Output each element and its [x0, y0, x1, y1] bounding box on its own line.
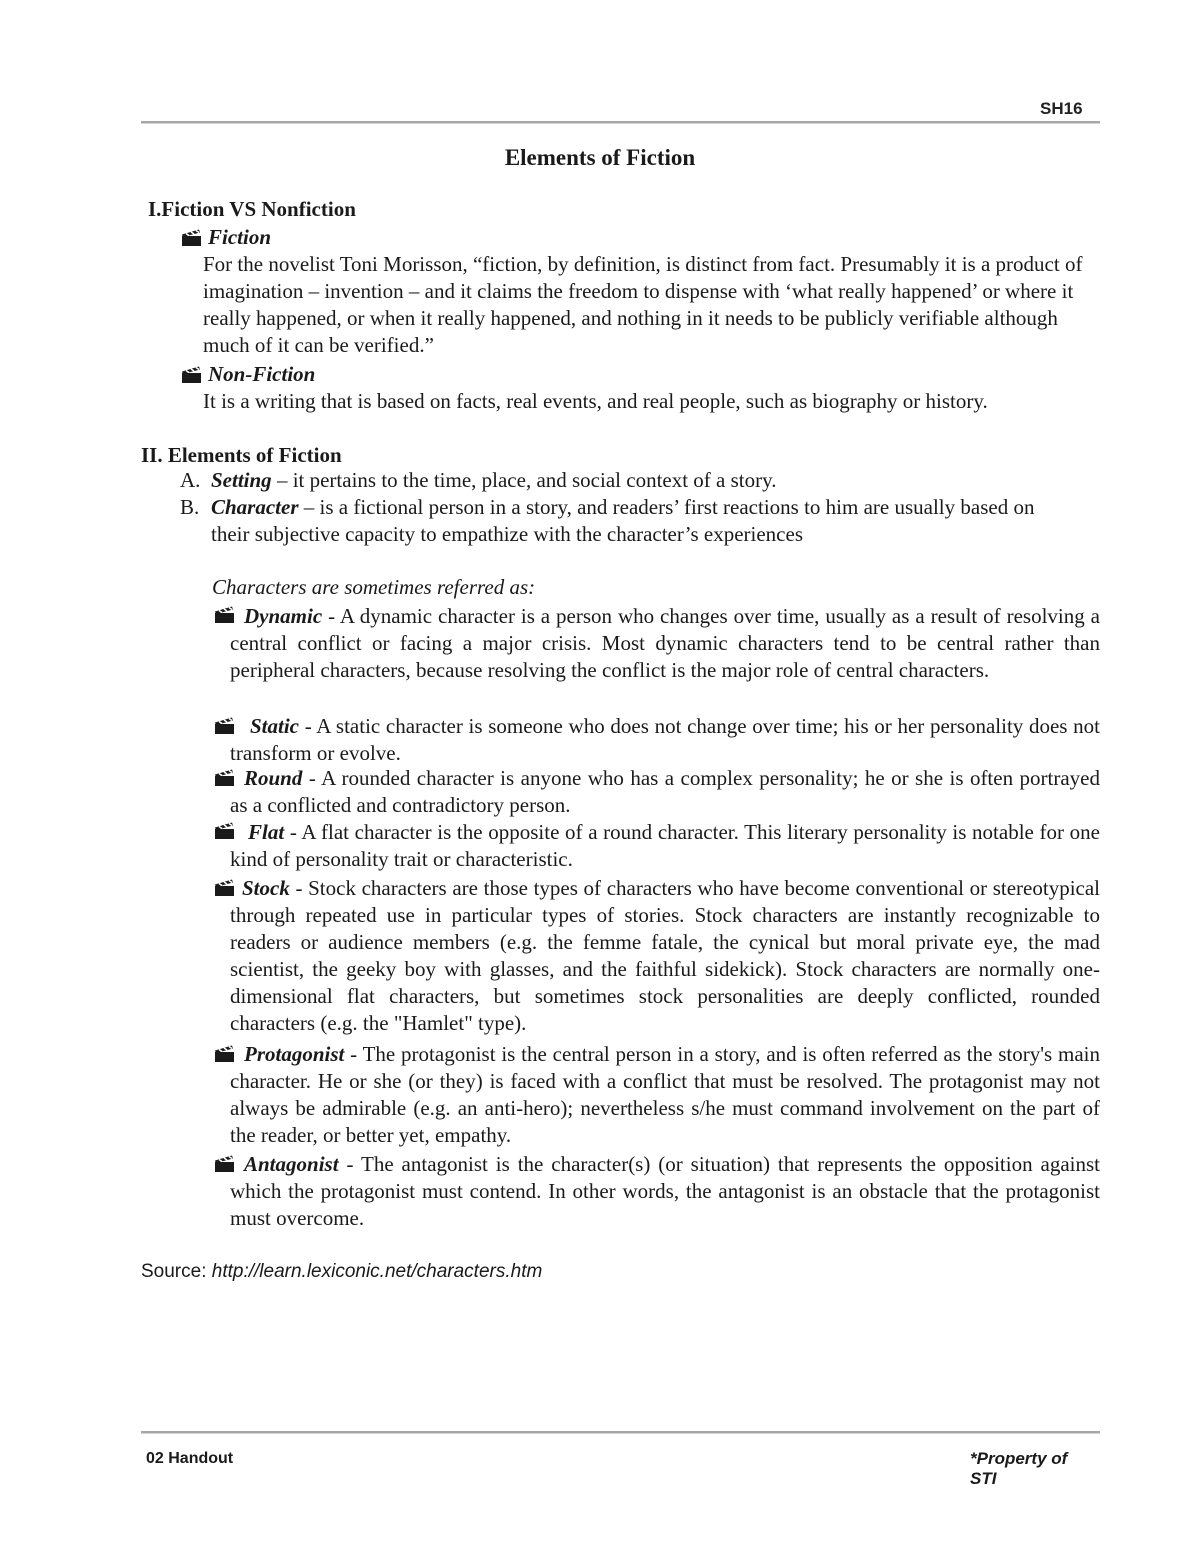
- protagonist-text: - The protagonist is the central person in a story, and is often referred as the story's main character. He or she (or they) is faced with a conflict that must be resolved. The protagonist may not always be admirable (e.g. an anti-hero); nevertheless s/he must command involvement on the part of the reader, or better yet, empathy.: [230, 1042, 1100, 1147]
- clapperboard-icon: [181, 364, 203, 384]
- header-rule: [141, 121, 1100, 124]
- header-code-text: SH16: [1040, 99, 1083, 118]
- character-types-subheading: Characters are sometimes referred as:: [212, 575, 536, 599]
- flat-item: [230, 819, 1100, 873]
- stock-term: Stock: [242, 876, 290, 900]
- source-link[interactable]: http://learn.lexiconic.net/characters.htm: [211, 1261, 543, 1282]
- round-item: [230, 765, 1100, 819]
- source-label: Source:: [141, 1261, 212, 1282]
- round-term: Round: [244, 766, 303, 790]
- setting-item: [211, 467, 1101, 494]
- page-title: Elements of Fiction: [504, 145, 696, 170]
- section1-heading: I.Fiction VS Nonfiction: [148, 197, 356, 221]
- item-letter-a: A.: [180, 468, 201, 492]
- footer-left: [146, 1446, 256, 1467]
- fiction-definition: For the novelist Toni Morisson, “fiction, by definition, is distinct from fact. Presumably it is a product of imagination – invention – and it claims the freedom to dispense with ‘what really happened’ or where it really happened, or when it really happened, and nothing in it needs to be publicly verifiable although much of it can be verified.”: [203, 252, 1083, 357]
- setting-text: – it pertains to the time, place, and social context of a story.: [271, 468, 777, 492]
- static-item: [230, 713, 1100, 767]
- character-term: Character: [211, 495, 299, 519]
- dynamic-item: [230, 603, 1100, 684]
- flat-text: - A flat character is the opposite of a round character. This literary personality is notable for one kind of personality trait or characteristic.: [230, 820, 1100, 871]
- header-code: [1040, 96, 1100, 118]
- clapperboard-icon: [181, 227, 203, 247]
- protagonist-term: Protagonist: [244, 1042, 345, 1066]
- source-line: [141, 1259, 542, 1285]
- character-text: – is a fictional person in a story, and readers’ first reactions to him are usually based on their subjective capacity to empathize with the character’s experiences: [211, 495, 1035, 546]
- dynamic-term: Dynamic: [244, 604, 323, 628]
- antagonist-term: Antagonist: [244, 1152, 339, 1176]
- static-text: - A static character is someone who does not change over time; his or her personality does not transform or evolve.: [230, 714, 1100, 765]
- protagonist-item: [230, 1041, 1100, 1149]
- character-item: [211, 494, 1061, 548]
- footer-rule: [141, 1431, 1100, 1434]
- static-term: Static: [250, 714, 300, 738]
- item-letter-b: B.: [180, 495, 200, 519]
- stock-item: [230, 875, 1100, 1037]
- section2-heading: II. Elements of Fiction: [141, 443, 342, 467]
- dynamic-text: - A dynamic character is a person who changes over time, usually as a result of resolving a central conflict or facing a major crisis. Most dynamic characters tend to be central rather than peripheral characters, because resolving the conflict is the major role of central characters.: [230, 604, 1100, 682]
- nonfiction-term: Non-Fiction: [208, 362, 316, 386]
- round-text: - A rounded character is anyone who has a complex personality; he or she is often portrayed as a conflicted and contradictory person.: [230, 766, 1100, 817]
- setting-term: Setting: [211, 468, 272, 492]
- nonfiction-definition: It is a writing that is based on facts, real events, and real people, such as biography or history.: [203, 389, 988, 413]
- footer-property-note: *Property of STI: [970, 1449, 1068, 1488]
- antagonist-item: [230, 1151, 1100, 1232]
- footer-left-text: 02 Handout: [146, 1450, 234, 1467]
- antagonist-text: - The antagonist is the character(s) (or situation) that represents the opposition against which the protagonist must contend. In other words, the antagonist is an obstacle that the protagonist must overcome.: [230, 1152, 1100, 1230]
- fiction-term: Fiction: [208, 225, 272, 249]
- flat-term: Flat: [248, 820, 285, 844]
- stock-text: - Stock characters are those types of characters who have become conventional or stereotypical through repeated use in particular types of stories. Stock characters are instantly recognizable to readers or audience members (e.g. the femme fatale, the cynical but moral private eye, the mad scientist, the geeky boy with glasses, and the faithful sidekick). Stock characters are normally one-dimensional flat characters, but sometimes stock personalities are deeply conflicted, rounded characters (e.g. the "Hamlet" type).: [230, 876, 1100, 1035]
